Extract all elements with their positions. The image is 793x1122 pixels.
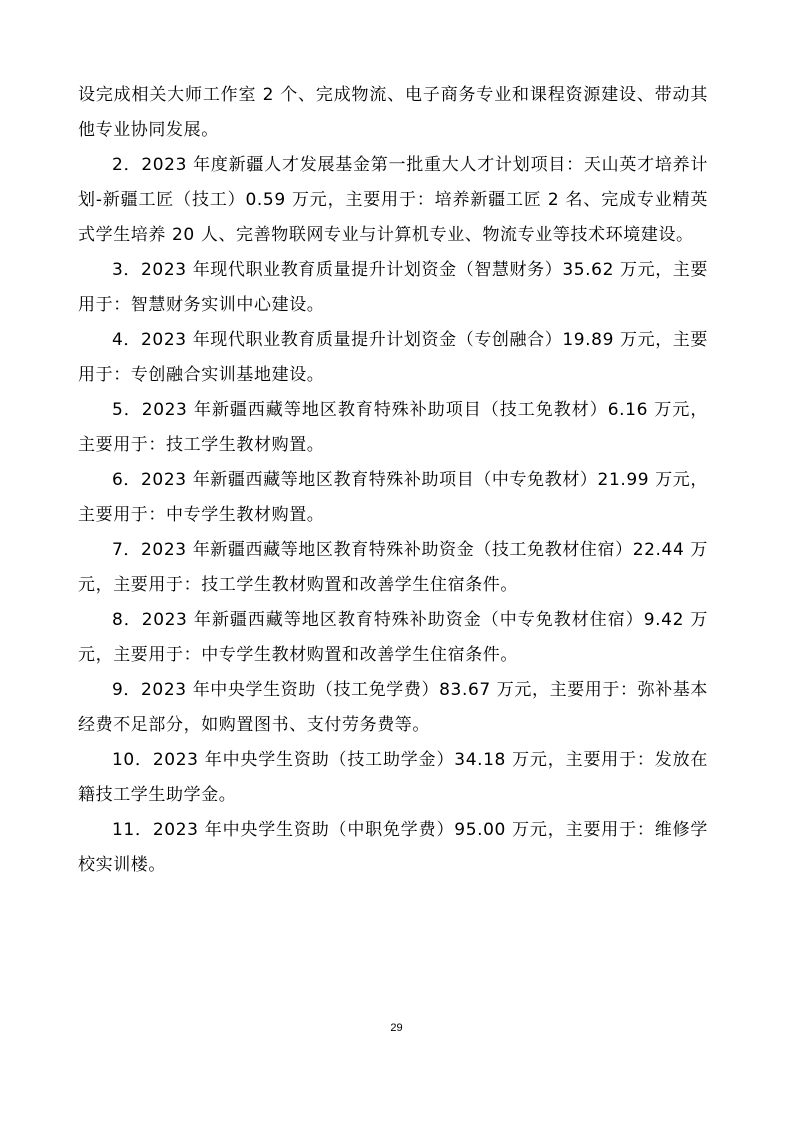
document-body bbox=[78, 78, 708, 883]
paragraph-item-3: 3．2023 年现代职业教育质量提升计划资金（智慧财务）35.62 万元，主要用于：智慧财务实训中心建设。 bbox=[78, 260, 708, 315]
paragraph-item-6: 6．2023 年新疆西藏等地区教育特殊补助项目（中专免教材）21.99 万元，主要用于：中专学生教材购置。 bbox=[78, 470, 708, 525]
paragraph-item-7: 7．2023 年新疆西藏等地区教育特殊补助资金（技工免教材住宿）22.44 万元，主要用于：技工学生教材购置和改善学生住宿条件。 bbox=[78, 540, 708, 595]
paragraph-item-5: 5．2023 年新疆西藏等地区教育特殊补助项目（技工免教材）6.16 万元，主要用于：技工学生教材购置。 bbox=[78, 400, 708, 455]
paragraph-item-4: 4．2023 年现代职业教育质量提升计划资金（专创融合）19.89 万元，主要用于：专创融合实训基地建设。 bbox=[78, 330, 708, 385]
paragraph-item-2: 2．2023 年度新疆人才发展基金第一批重大人才计划项目：天山英才培养计划-新疆工匠（技工）0.59 万元，主要用于：培养新疆工匠 2 名、完成专业精英式学生培养 20 人、完善物联网专业与计算机专业、物流专业等技术环境建设。 bbox=[78, 155, 708, 245]
paragraph-item-8: 8．2023 年新疆西藏等地区教育特殊补助资金（中专免教材住宿）9.42 万元，主要用于：中专学生教材购置和改善学生住宿条件。 bbox=[78, 610, 708, 665]
page-number: 29 bbox=[390, 1022, 403, 1034]
paragraph-item-11: 11．2023 年中央学生资助（中职免学费）95.00 万元，主要用于：维修学校实训楼。 bbox=[78, 820, 708, 875]
paragraph-item-9: 9．2023 年中央学生资助（技工免学费）83.67 万元，主要用于：弥补基本经费不足部分，如购置图书、支付劳务费等。 bbox=[78, 680, 708, 735]
paragraph-item-10: 10．2023 年中央学生资助（技工助学金）34.18 万元，主要用于：发放在籍技工学生助学金。 bbox=[78, 750, 708, 805]
paragraph-continuation: 设完成相关大师工作室 2 个、完成物流、电子商务专业和课程资源建设、带动其他专业协同发展。 bbox=[78, 85, 708, 140]
